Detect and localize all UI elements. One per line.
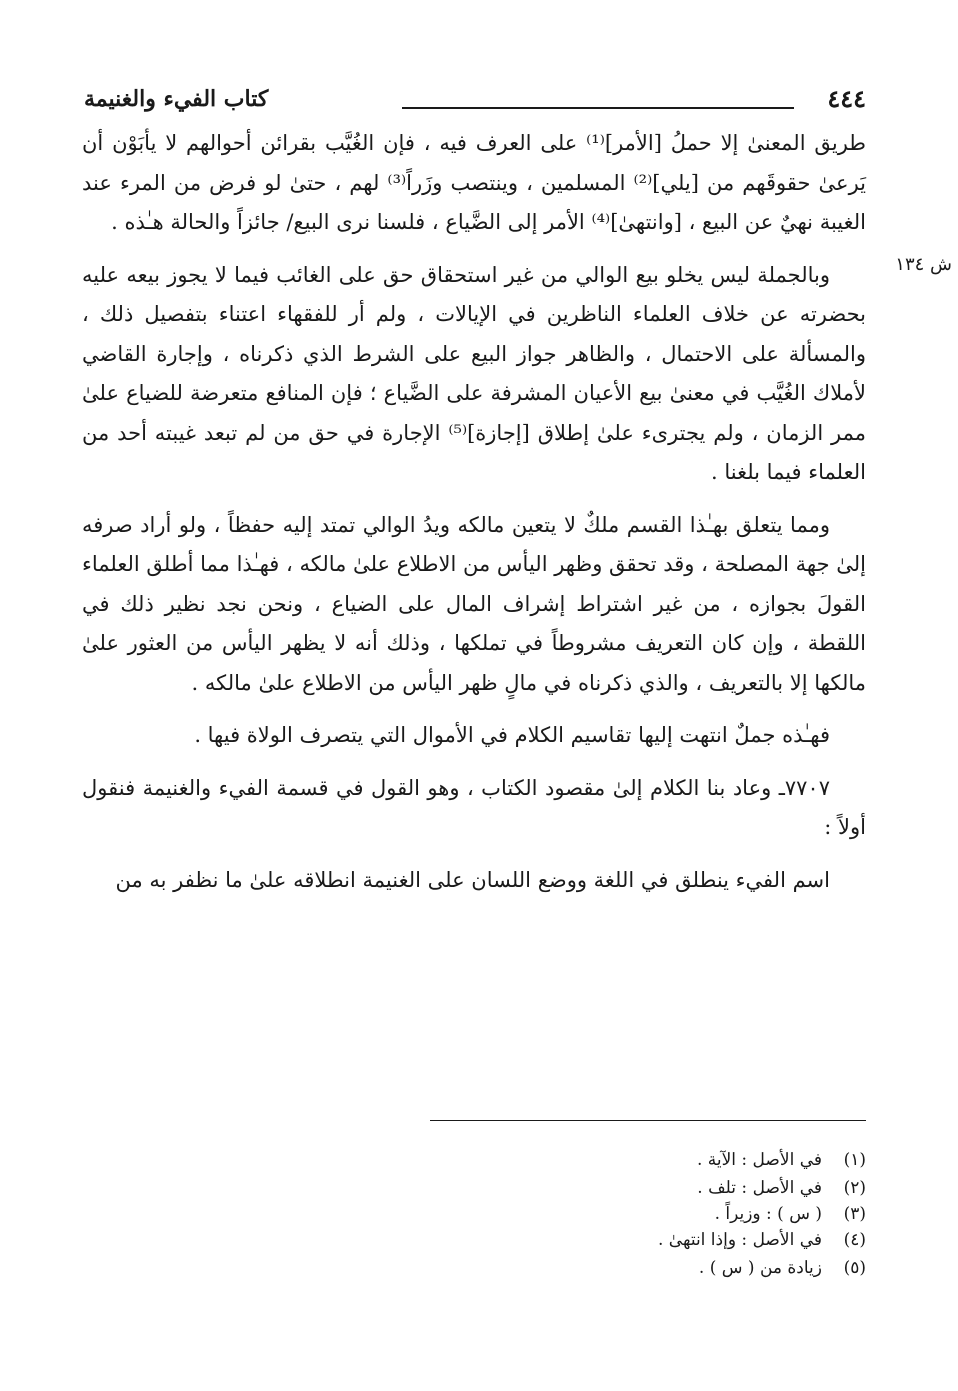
running-title: كتاب الفيء والغنيمة: [84, 86, 269, 112]
margin-folio-note: ش ١٣٤: [895, 254, 952, 275]
footnote-number: (٥): [843, 1258, 866, 1278]
paragraph: اسم الفيء ينطلق في اللغة ووضع اللسان على الغنيمة انطلاقه علىٰ ما نظفر به من: [115, 867, 830, 892]
paragraph: وبالجملة ليس يخلو بيع الوالي من غير استحقاق حق على الغائب فيما لا يجوز بيعه عليه بحضرته عن خلاف العلماء الناظرين في الإيالات ، ولم أر للفقهاء اعتناء بتفصيل ذلك ، والمسألة على الاحتمال ، والظاهر جواز البيع على الشرط الذي ذكرناه ، وإجارة القاضي لأملاك الغُيَّب في معنىٰ بيع الأعيان المشرفة على الضَّياع ؛ فإن المنافع متعرضة للضياع علىٰ ممر الزمان ، ولم يجترىء علىٰ إطلاق [إجازة]⁽⁵⁾ الإجارة في حق من لم تبعد غيبته أحد من العلماء فيما بلغنا .: [82, 262, 866, 484]
header-rule: [402, 107, 794, 109]
footnotes: [426, 1150, 866, 1286]
footnote: [426, 1258, 866, 1286]
footnote-rule: [430, 1120, 866, 1121]
footnote-text: ( س ) : وزيراً .: [714, 1204, 822, 1224]
footnote-number: (٤): [843, 1230, 866, 1250]
footnote-number: (١): [843, 1150, 866, 1170]
footnote: [426, 1204, 866, 1230]
footnote-number: (٣): [843, 1204, 866, 1224]
page-number: ٤٤٤: [827, 84, 866, 113]
footnote: [426, 1178, 866, 1204]
footnote-text: في الأصل : الآية .: [696, 1150, 822, 1170]
footnote-number: (٢): [843, 1178, 866, 1198]
footnote: [426, 1150, 866, 1178]
footnote-text: في الأصل : تلف .: [697, 1178, 822, 1198]
footnote-text: في الأصل : وإذا انتهىٰ .: [658, 1230, 822, 1250]
paragraph: فهـٰذه جملٌ انتهت إليها تقاسيم الكلام في الأموال التي يتصرف الولاة فيها .: [194, 723, 830, 747]
paragraph: ومما يتعلق بهـٰذا القسم ملكٌ لا يتعين مالكه ويدُ الوالي تمتد إليه حفظاً ، ولو أراد صرفه إلىٰ جهة المصلحة ، وقد تحقق وظهر اليأس من الاطلاع علىٰ مالكه ، فهـٰذا مما أطلق العلماء القولَ بجوازه ، من غير اشتراط إشراف المال على الضياع ، ونحن نجد نظير ذلك في اللقطة ، وإن كان التعريف مشروطاً في تملكها ، وذلك أنه لا يظهر اليأس من العثور علىٰ مالكها إلا بالتعريف ، والذي ذكرناه في مالٍ ظهر اليأس من الاطلاع علىٰ مالكه .: [82, 512, 866, 695]
footnote-text: زيادة من ( س ) .: [698, 1258, 822, 1278]
footnote: [426, 1230, 866, 1258]
paragraph: طريق المعنىٰ إلا حملُ [الأمر]⁽¹⁾ على العرف فيه ، فإن الغُيَّب بقرائن أحوالهم لا يأبَوْن أن يَرعىٰ حقوقَهم من [يلي]⁽²⁾ المسلمين ، وينتصب وزَراً⁽³⁾ لهم ، حتىٰ لو فرض من المرء عند الغيبة نهيٌ عن البيع ، [وانتهىٰ]⁽⁴⁾ الأمر إلى الضَّياع ، فلسنا نرى البيع/ جائزاً والحالة هـٰذه .: [82, 131, 867, 234]
main-text: [82, 124, 866, 900]
section-paragraph: ٧٧٠٧ـ وعاد بنا الكلام إلىٰ مقصود الكتاب ، وهو القول في قسمة الفيء والغنيمة فنقول أولاً :: [82, 775, 866, 839]
page-header: [84, 84, 866, 120]
